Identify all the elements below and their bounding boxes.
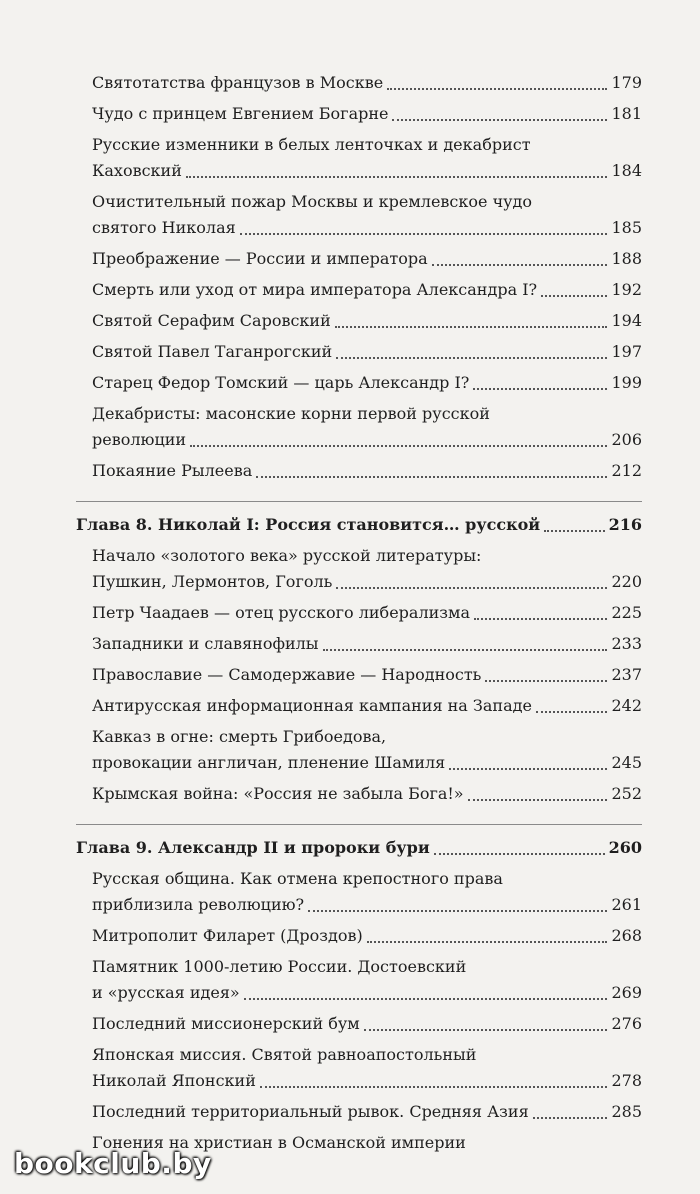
toc-page-number: 233 <box>611 634 642 653</box>
toc-entry-title: Последний территориальный рывок. Средняя Азия <box>92 1102 529 1121</box>
dot-leader <box>335 326 608 328</box>
toc-page-number: 276 <box>611 1014 642 1033</box>
dot-leader <box>190 445 607 447</box>
dot-leader <box>473 388 607 390</box>
toc-entry-title: Глава 9. Александр II и пророки бури <box>76 838 430 857</box>
toc-entry <box>76 277 642 303</box>
toc-entry <box>76 339 642 365</box>
toc-entry-title: Святой Павел Таганрогский <box>92 342 333 361</box>
dot-leader <box>367 941 608 943</box>
dot-leader <box>536 711 608 713</box>
toc-entry-title-line: Кавказ в огне: смерть Грибоедова, <box>92 727 387 746</box>
dot-leader <box>541 295 607 297</box>
toc-entry-title: Святотатства французов в Москве <box>92 73 384 92</box>
dot-leader <box>186 176 608 178</box>
toc-page-number: 245 <box>611 753 642 772</box>
toc-entry <box>76 458 642 484</box>
toc-entry <box>76 1042 642 1094</box>
toc-entry-title-line: Русская община. Как отмена крепостного права <box>92 869 503 888</box>
dot-leader <box>308 910 607 912</box>
toc-page-number: 199 <box>611 373 642 392</box>
toc-entry-title: Смерть или уход от мира императора Александра I? <box>92 280 538 299</box>
toc-entry-title: Петр Чаадаев — отец русского либерализма <box>92 603 470 622</box>
toc-entry-title: Крымская война: «Россия не забыла Бога!» <box>92 784 464 803</box>
dot-leader <box>323 649 608 651</box>
dot-leader <box>260 1086 608 1088</box>
toc-page-number: 237 <box>611 665 642 684</box>
toc-entry-title: Западники и славянофилы <box>92 634 319 653</box>
toc-page-number: 260 <box>608 838 642 857</box>
toc-page-number: 179 <box>611 73 642 92</box>
toc-entry-title: Антирусская информационная кампания на Западе <box>92 696 532 715</box>
dot-leader <box>256 476 607 478</box>
toc-entry <box>76 401 642 453</box>
dot-leader <box>544 530 604 532</box>
toc-entry <box>76 923 642 949</box>
toc-entry-title: Святой Серафим Саровский <box>92 311 331 330</box>
toc-entry-title: и «русская идея» <box>92 983 240 1002</box>
toc-page-number: 194 <box>611 311 642 330</box>
toc-entry <box>76 101 642 127</box>
toc-entry <box>76 370 642 396</box>
toc-page-number: 184 <box>611 161 642 180</box>
toc-entry-title: Гонения на христиан в Османской империи <box>92 1133 466 1152</box>
toc-entry <box>76 631 642 657</box>
toc-entry <box>76 781 642 807</box>
toc-page-number: 216 <box>608 515 642 534</box>
toc-page-number: 285 <box>611 1102 642 1121</box>
toc-page-number: 197 <box>611 342 642 361</box>
toc-entry <box>76 662 642 688</box>
toc-entry <box>76 600 642 626</box>
chapter-divider <box>76 824 642 825</box>
toc-entry-title: провокации англичан, пленение Шамиля <box>92 753 446 772</box>
dot-leader <box>336 587 607 589</box>
toc-entry-title: Глава 8. Николай I: Россия становится… русской <box>76 515 541 534</box>
dot-leader <box>533 1117 608 1119</box>
toc-entry <box>76 308 642 334</box>
toc-entry <box>76 1099 642 1125</box>
toc-page-number: 192 <box>611 280 642 299</box>
toc-entry-title: Последний миссионерский бум <box>92 1014 360 1033</box>
toc-entry-title: Старец Федор Томский — царь Александр I? <box>92 373 470 392</box>
dot-leader <box>468 799 608 801</box>
toc-page-number: 278 <box>611 1071 642 1090</box>
toc-entry <box>76 132 642 184</box>
toc-chapter <box>76 512 642 538</box>
toc-page-number: 252 <box>611 784 642 803</box>
toc-entry-title: Пушкин, Лермонтов, Гоголь <box>92 572 333 591</box>
dot-leader <box>387 88 607 90</box>
toc-entry-title: Каховский <box>92 161 182 180</box>
dot-leader <box>392 119 607 121</box>
toc-page-number: 242 <box>611 696 642 715</box>
toc-page-number: 212 <box>611 461 642 480</box>
toc-entry <box>76 1011 642 1037</box>
toc-entry <box>76 543 642 595</box>
toc-entry-title: Митрополит Филарет (Дроздов) <box>92 926 363 945</box>
dot-leader <box>485 680 607 682</box>
toc-entry-title-line: Очистительный пожар Москвы и кремлевское чудо <box>92 192 533 211</box>
toc-entry-title: Покаяние Рылеева <box>92 461 253 480</box>
dot-leader <box>432 264 608 266</box>
toc-entry-title: Православие — Самодержавие — Народность <box>92 665 482 684</box>
dot-leader <box>474 618 607 620</box>
dot-leader <box>244 998 608 1000</box>
toc-entry-title-line: Памятник 1000-летию России. Достоевский <box>92 957 467 976</box>
toc-entry-title-line: Японская миссия. Святой равноапостольный <box>92 1045 477 1064</box>
toc-entry-title-line: Начало «золотого века» русской литературы: <box>92 546 482 565</box>
dot-leader <box>336 357 607 359</box>
toc-page-number: 206 <box>611 430 642 449</box>
dot-leader <box>364 1029 608 1031</box>
toc-entry-title-line: Русские изменники в белых ленточках и декабрист <box>92 135 531 154</box>
toc-entry-title: Николай Японский <box>92 1071 256 1090</box>
dot-leader <box>240 233 608 235</box>
toc-entry-title: святого Николая <box>92 218 236 237</box>
dot-leader <box>449 768 607 770</box>
toc-page-number: 188 <box>611 249 642 268</box>
toc-entry-title-line: Декабристы: масонские корни первой русской <box>92 404 490 423</box>
toc-page-number: 261 <box>611 895 642 914</box>
dot-leader <box>434 853 605 855</box>
toc-entry-title: Преображение — России и императора <box>92 249 428 268</box>
toc-page-number: 220 <box>611 572 642 591</box>
toc-chapter <box>76 835 642 861</box>
toc-entry-title: приблизила революцию? <box>92 895 305 914</box>
table-of-contents <box>76 70 642 1161</box>
toc-entry <box>76 70 642 96</box>
toc-entry <box>76 954 642 1006</box>
toc-entry <box>76 189 642 241</box>
toc-entry-title: Чудо с принцем Евгением Богарне <box>92 104 389 123</box>
toc-page-number: 268 <box>611 926 642 945</box>
toc-entry <box>76 693 642 719</box>
toc-entry <box>76 246 642 272</box>
toc-page-number: 181 <box>611 104 642 123</box>
toc-page-number: 269 <box>611 983 642 1002</box>
toc-entry <box>76 724 642 776</box>
chapter-divider <box>76 501 642 502</box>
toc-page-number: 225 <box>611 603 642 622</box>
watermark: bookclub.by <box>14 1147 212 1180</box>
toc-entry <box>76 866 642 918</box>
toc-page-number: 185 <box>611 218 642 237</box>
toc-entry-title: революции <box>92 430 187 449</box>
